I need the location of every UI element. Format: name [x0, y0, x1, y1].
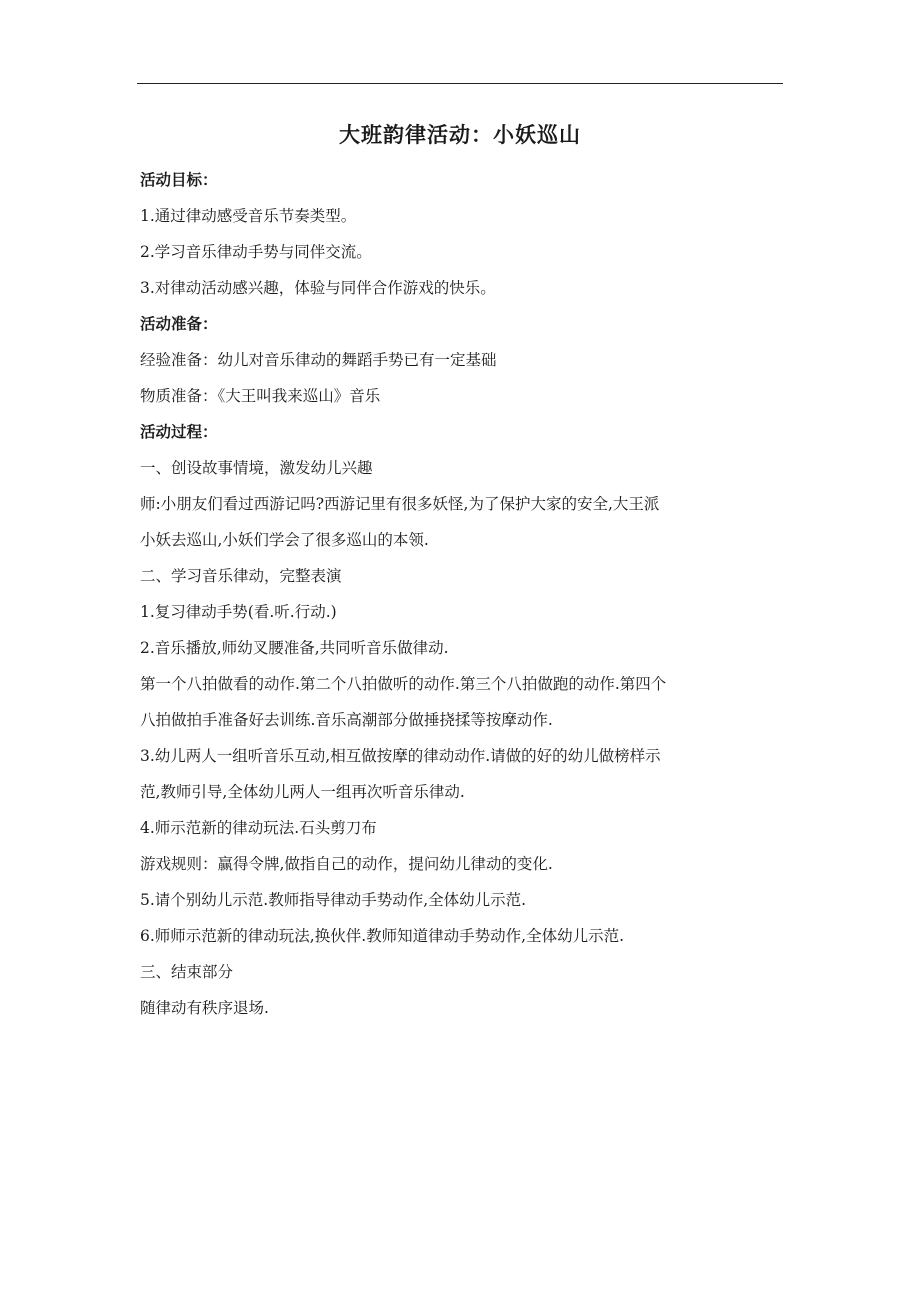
text-line: 1.通过律动感受音乐节奏类型。 [140, 207, 357, 225]
text-line: 4.师示范新的律动玩法.石头剪刀布 [140, 819, 377, 837]
text-line: 随律动有秩序退场. [140, 999, 269, 1017]
text-line: 3.幼儿两人一组听音乐互动,相互做按摩的律动动作.请做的好的幼儿做榜样示 [140, 747, 661, 765]
section-heading: 活动准备： [140, 315, 218, 333]
text-line: 物质准备：《大王叫我来巡山》音乐 [140, 387, 381, 405]
text-line: 范,教师引导,全体幼儿两人一组再次听音乐律动. [140, 783, 465, 801]
document-body [140, 162, 790, 1026]
text-line: 一、创设故事情境，激发幼儿兴趣 [140, 459, 373, 477]
text-line: 游戏规则：赢得令牌,做指自己的动作，提问幼儿律动的变化. [140, 855, 553, 873]
text-line: 2.学习音乐律动手势与同伴交流。 [140, 243, 372, 261]
text-line: 小妖去巡山,小妖们学会了很多巡山的本领. [140, 531, 429, 549]
text-line: 第一个八拍做看的动作.第二个八拍做听的动作.第三个八拍做跑的动作.第四个 [140, 675, 667, 693]
text-line: 3.对律动活动感兴趣，体验与同伴合作游戏的快乐。 [140, 279, 496, 297]
text-line: 5.请个别幼儿示范.教师指导律动手势动作,全体幼儿示范. [140, 891, 527, 909]
text-line: 师:小朋友们看过西游记吗?西游记里有很多妖怪,为了保护大家的安全,大王派 [140, 495, 660, 513]
text-line: 经验准备：幼儿对音乐律动的舞蹈手势已有一定基础 [140, 351, 497, 369]
text-line: 八拍做拍手准备好去训练.音乐高潮部分做捶挠揉等按摩动作. [140, 711, 553, 729]
section-heading: 活动目标： [140, 171, 218, 189]
page-title: 大班韵律活动：小妖巡山 [339, 123, 581, 147]
header-rule [137, 83, 783, 84]
text-line: 1.复习律动手势(看.听.行动.) [140, 603, 337, 621]
text-line: 三、结束部分 [140, 963, 234, 981]
section-heading: 活动过程： [140, 423, 218, 441]
text-line: 二、学习音乐律动，完整表演 [140, 567, 342, 585]
text-line: 2.音乐播放,师幼叉腰准备,共同听音乐做律动. [140, 639, 449, 657]
text-line: 6.师师示范新的律动玩法,换伙伴.教师知道律动手势动作,全体幼儿示范. [140, 927, 624, 945]
